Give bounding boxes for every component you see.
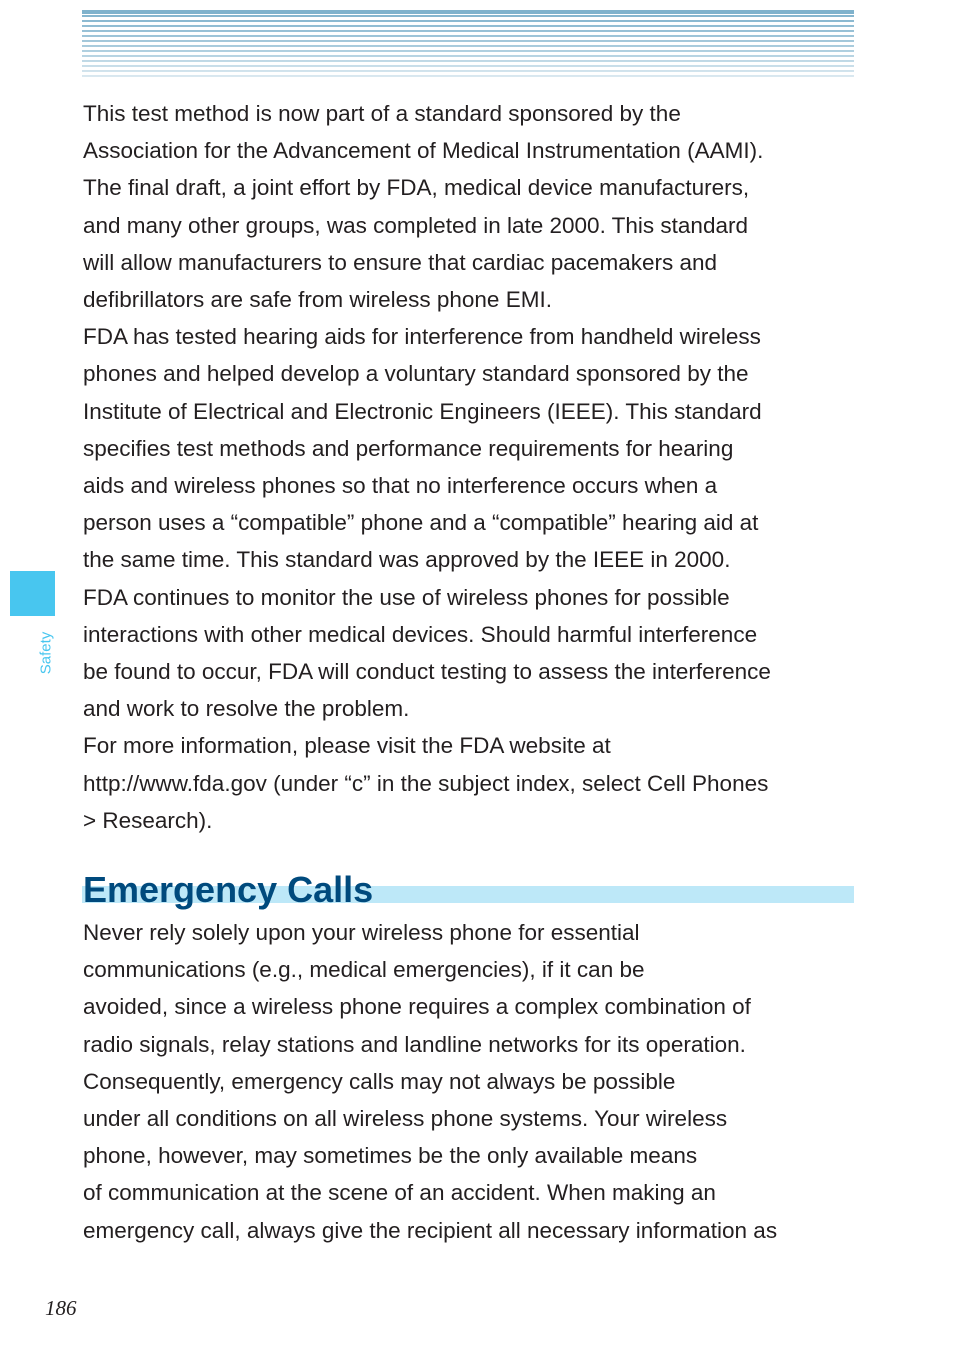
page-number: 186 [45,1296,77,1320]
section-title: Emergency Calls [83,869,374,910]
text-line: communications (e.g., medical emergencies), if it can be [83,957,645,983]
text-line: and many other groups, was completed in late 2000. This standard [83,212,748,238]
header-decoration [82,10,854,80]
text-line: interactions with other medical devices. Should harmful interference [83,621,758,647]
text-line: > Research). [83,807,213,833]
text-line: aids and wireless phones so that no interference occurs when a [83,473,718,499]
text-line: Institute of Electrical and Electronic Engineers (IEEE). This standard [83,398,762,424]
section-heading [82,867,854,913]
text-line: specifies test methods and performance requirements for hearing [83,435,734,461]
text-line: be found to occur, FDA will conduct testing to assess the interference [83,659,771,685]
text-line: the same time. This standard was approved by the IEEE in 2000. [83,547,731,573]
text-line: of communication at the scene of an accident. When making an [83,1180,716,1206]
text-line: and work to resolve the problem. [83,696,410,722]
text-line: Consequently, emergency calls may not always be possible [83,1068,676,1094]
section-tab-marker [10,571,55,616]
text-line: This test method is now part of a standard sponsored by the [83,101,681,126]
section-tab-label: Safety [37,631,55,675]
text-line: FDA has tested hearing aids for interference from handheld wireless [83,324,761,350]
text-line: radio signals, relay stations and landline networks for its operation. [83,1031,746,1057]
text-line: person uses a “compatible” phone and a “compatible” hearing aid at [83,510,759,536]
text-line: under all conditions on all wireless phone systems. Your wireless [83,1106,728,1132]
text-line: FDA continues to monitor the use of wireless phones for possible [83,584,730,610]
text-line: will allow manufacturers to ensure that cardiac pacemakers and [83,249,718,275]
text-line: For more information, please visit the FDA website at [83,733,611,759]
text-line: phone, however, may sometimes be the only available means [83,1143,698,1169]
text-line: emergency call, always give the recipient all necessary information as [83,1217,778,1243]
body-text-block-1 [83,95,863,839]
text-line: The final draft, a joint effort by FDA, medical device manufacturers, [83,175,750,201]
text-line: avoided, since a wireless phone requires a complex combination of [83,994,751,1020]
body-text-block-2 [83,914,863,1249]
text-line: Never rely solely upon your wireless phone for essential [83,920,640,945]
text-line: Association for the Advancement of Medical Instrumentation (AAMI). [83,138,764,164]
text-line: defibrillators are safe from wireless phone EMI. [83,287,552,313]
text-line: phones and helped develop a voluntary standard sponsored by the [83,361,749,387]
text-line-with-link: http://www.fda.gov (under “c” in the subject index, select Cell Phones [83,770,769,796]
